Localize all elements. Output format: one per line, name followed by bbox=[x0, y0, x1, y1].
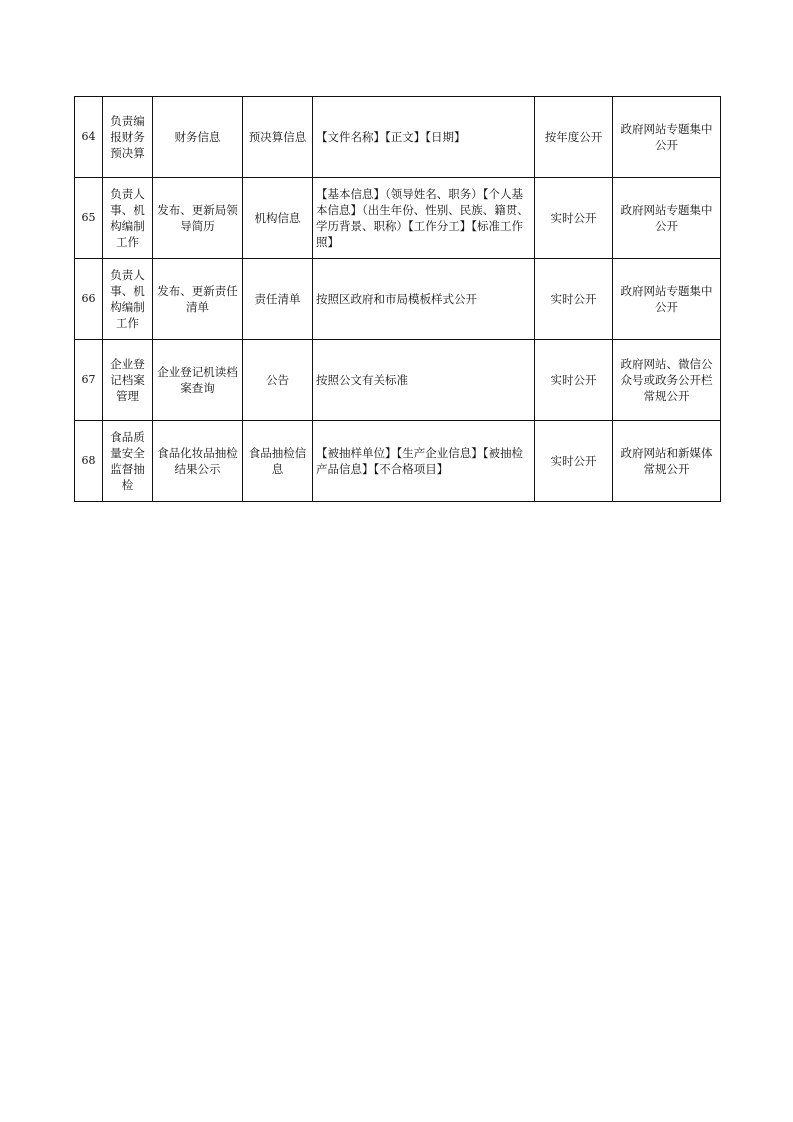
channel-cell: 政府网站和新媒体常规公开 bbox=[613, 421, 721, 502]
row-number: 65 bbox=[75, 178, 103, 259]
responsibility-cell: 企业登记档案管理 bbox=[103, 340, 153, 421]
item-cell: 机构信息 bbox=[243, 178, 313, 259]
row-number: 66 bbox=[75, 259, 103, 340]
content-basis-cell: 按照公文有关标准 bbox=[313, 340, 535, 421]
category-cell: 发布、更新责任清单 bbox=[153, 259, 243, 340]
channel-cell: 政府网站、微信公众号或政务公开栏常规公开 bbox=[613, 340, 721, 421]
category-cell: 财务信息 bbox=[153, 97, 243, 178]
content-basis-cell: 按照区政府和市局模板样式公开 bbox=[313, 259, 535, 340]
row-number: 64 bbox=[75, 97, 103, 178]
table-row bbox=[75, 178, 721, 259]
disclosure-table bbox=[74, 96, 721, 502]
table-row bbox=[75, 340, 721, 421]
category-cell: 企业登记机读档案查询 bbox=[153, 340, 243, 421]
table-row bbox=[75, 421, 721, 502]
timing-cell: 按年度公开 bbox=[535, 97, 613, 178]
item-cell: 食品抽检信息 bbox=[243, 421, 313, 502]
timing-cell: 实时公开 bbox=[535, 259, 613, 340]
timing-cell: 实时公开 bbox=[535, 340, 613, 421]
table-row bbox=[75, 259, 721, 340]
item-cell: 责任清单 bbox=[243, 259, 313, 340]
category-cell: 食品化妆品抽检结果公示 bbox=[153, 421, 243, 502]
row-number: 68 bbox=[75, 421, 103, 502]
responsibility-cell: 食品质量安全监督抽检 bbox=[103, 421, 153, 502]
timing-cell: 实时公开 bbox=[535, 421, 613, 502]
timing-cell: 实时公开 bbox=[535, 178, 613, 259]
responsibility-cell: 负责编报财务预决算 bbox=[103, 97, 153, 178]
item-cell: 公告 bbox=[243, 340, 313, 421]
item-cell: 预决算信息 bbox=[243, 97, 313, 178]
responsibility-cell: 负责人事、机构编制工作 bbox=[103, 178, 153, 259]
channel-cell: 政府网站专题集中公开 bbox=[613, 259, 721, 340]
disclosure-table-page bbox=[74, 96, 720, 502]
table-row bbox=[75, 97, 721, 178]
channel-cell: 政府网站专题集中公开 bbox=[613, 97, 721, 178]
channel-cell: 政府网站专题集中公开 bbox=[613, 178, 721, 259]
responsibility-cell: 负责人事、机构编制工作 bbox=[103, 259, 153, 340]
content-basis-cell: 【基本信息】（领导姓名、职务）【个人基本信息】（出生年份、性别、民族、籍贯、学历背景、职称）【工作分工】【标准工作照】 bbox=[313, 178, 535, 259]
category-cell: 发布、更新局领导简历 bbox=[153, 178, 243, 259]
content-basis-cell: 【被抽样单位】【生产企业信息】【被抽检产品信息】【不合格项目】 bbox=[313, 421, 535, 502]
content-basis-cell: 【文件名称】【正文】【日期】 bbox=[313, 97, 535, 178]
row-number: 67 bbox=[75, 340, 103, 421]
